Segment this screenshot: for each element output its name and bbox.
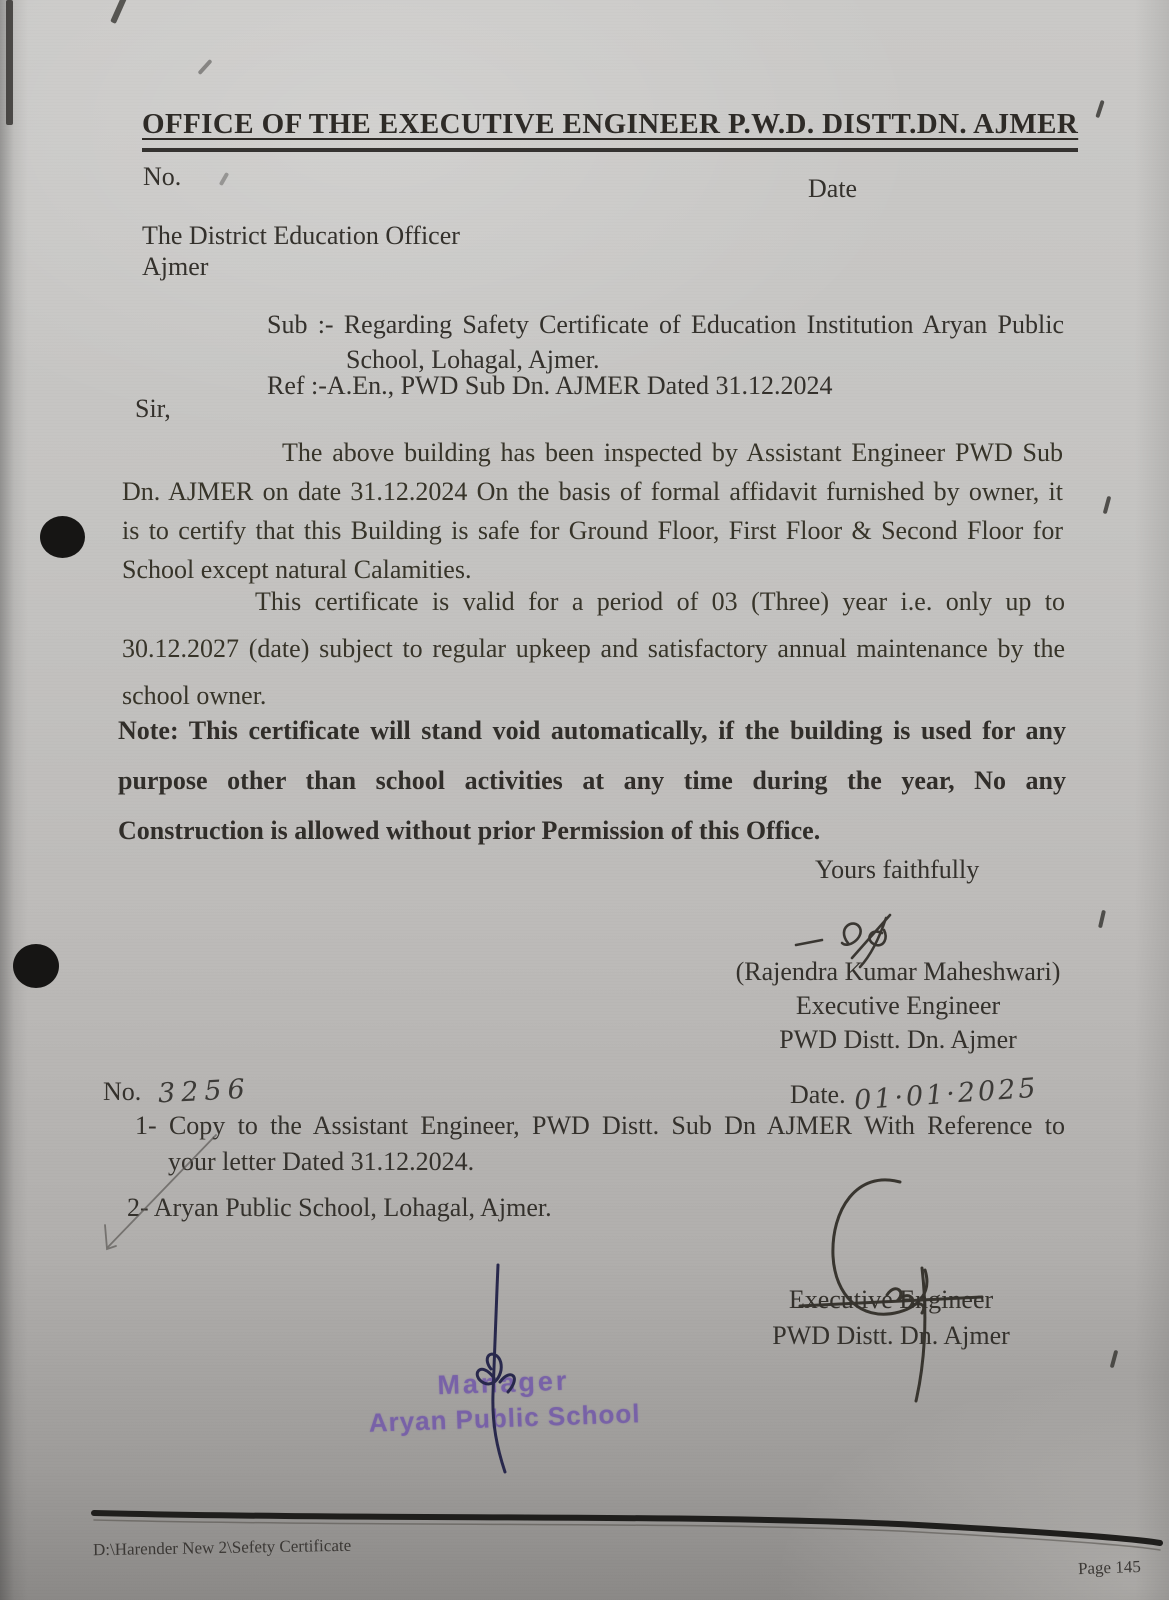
stamp-line2: Aryan Public School: [368, 1398, 641, 1438]
copies-item1-line1: 1- Copy to the Assistant Engineer, PWD Distt. Sub Dn AJMER With Reference to: [135, 1111, 1065, 1140]
paragraph-1-line4: School except natural Calamities.: [122, 555, 472, 584]
recipient-line1: The District Education Officer: [142, 221, 460, 250]
stamp-line1: Manager: [436, 1365, 570, 1401]
letterhead-title: OFFICE OF THE EXECUTIVE ENGINEER P.W.D. DISTT.DN. AJMER: [142, 108, 1078, 152]
paragraph-2-line2: 30.12.2027 (date) subject to regular upkeep and satisfactory annual maintenance by the: [122, 634, 1065, 663]
pen-tick: [1098, 910, 1106, 928]
no-label: No.: [143, 162, 182, 191]
dispatch-no: [103, 1073, 252, 1110]
date-label: Date: [808, 174, 858, 203]
signatory-division: PWD Distt. Dn. Ajmer: [779, 1025, 1017, 1054]
pen-scratch: [98, 1125, 228, 1255]
salutation: Sir,: [135, 394, 171, 423]
note-line1: Note: This certificate will stand void automatically, if the building is used for any: [118, 716, 1066, 745]
recipient-block: [142, 220, 460, 282]
paragraph-2-line1: This certificate is valid for a period of 03 (Three) year i.e. only up to: [255, 587, 1065, 616]
reference-line: Ref :-A.En., PWD Sub Dn. AJMER Dated 31.12.2024: [267, 371, 833, 400]
countersign-division: PWD Distt. Dn. Ajmer: [772, 1321, 1010, 1350]
crease-mark: [110, 0, 128, 24]
signatory-block: [722, 955, 1074, 1057]
footer-file-path: D:\Harender New 2\Sefety Certificate: [92, 1535, 352, 1560]
note-line2: purpose other than school activities at any time during the year, No any: [118, 766, 1066, 795]
pen-tick: [1103, 496, 1112, 514]
paragraph-1-line1: The above building has been inspected by Assistant Engineer PWD Sub: [282, 438, 1063, 467]
pen-tick: [1095, 100, 1104, 118]
scan-edge-mark: [6, 0, 13, 125]
closing-phrase: Yours faithfully: [815, 855, 980, 884]
pen-tick: [1110, 1350, 1119, 1368]
manager-signature: [450, 1262, 550, 1474]
hole-punch-bottom: [13, 944, 59, 988]
copies-item1-line2: your letter Dated 31.12.2024.: [168, 1147, 475, 1176]
hole-punch-top: [40, 516, 85, 558]
paragraph-1: [122, 433, 1063, 589]
signatory-name: (Rajendra Kumar Maheshwari): [735, 957, 1061, 986]
dispatch-no-label: No.: [103, 1077, 142, 1106]
crease-mark: [219, 172, 229, 186]
signatory-title: Executive Engineer: [795, 991, 1001, 1020]
paragraph-2: [122, 578, 1065, 719]
dispatch-no-value: 3256: [157, 1073, 252, 1110]
footer-page-number: Page 145: [1077, 1556, 1142, 1579]
paragraph-1-line2: Dn. AJMER on date 31.12.2024 On the basis of formal affidavit furnished by owner, it: [122, 477, 1063, 506]
subject-line1: Sub :- Regarding Safety Certificate of Education Institution Aryan Public: [267, 310, 1064, 339]
paragraph-1-line3: is to certify that this Building is safe for Ground Floor, First Floor & Second Floor for: [122, 516, 1063, 545]
countersign-block: [760, 1282, 1022, 1354]
paragraph-2-line3: school owner.: [122, 681, 267, 710]
note-line3: Construction is allowed without prior Permission of this Office.: [118, 816, 821, 845]
note-paragraph: [118, 706, 1066, 856]
subject-block: [267, 310, 1064, 375]
subject-line2: School, Lohagal, Ajmer.: [346, 345, 600, 374]
dispatch-date-label: Date.: [790, 1080, 846, 1109]
countersign-title: Executive Engineer: [788, 1285, 994, 1314]
dispatch-date-value: 01·01·2025: [853, 1072, 1040, 1117]
recipient-line2: Ajmer: [142, 252, 209, 281]
dispatch-date: [790, 1072, 1040, 1117]
crease-mark: [197, 59, 212, 75]
copies-item2: 2- Aryan Public School, Lohagal, Ajmer.: [127, 1193, 552, 1222]
